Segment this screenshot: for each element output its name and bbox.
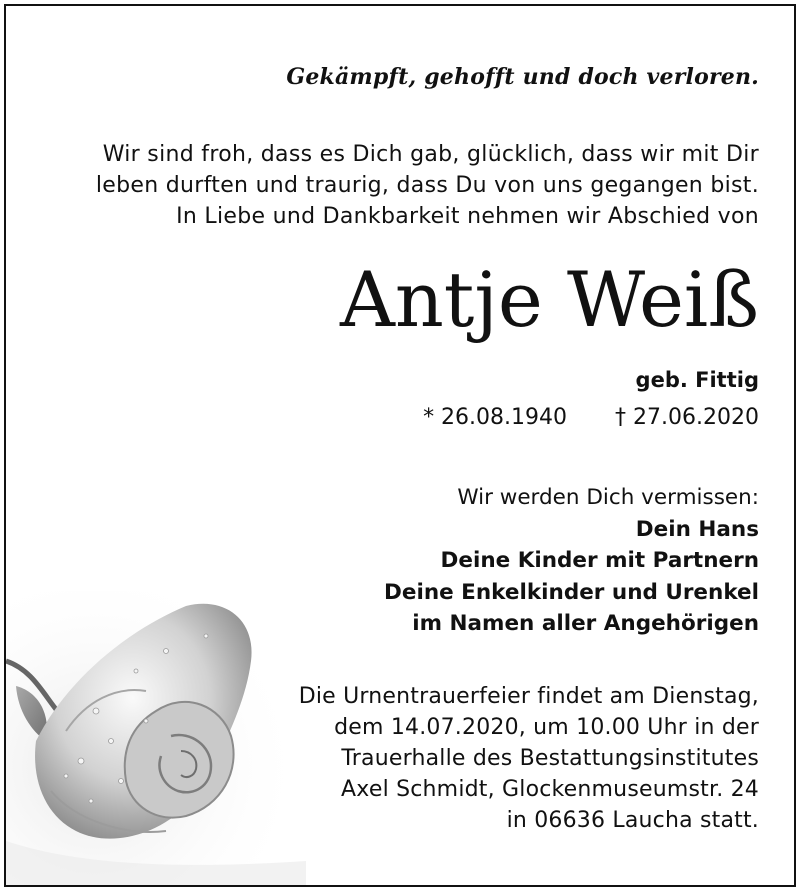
birth-date: * 26.08.1940 (423, 405, 568, 430)
mourners (384, 482, 759, 640)
service-line: Trauerhalle des Bestattungsinstitutes (341, 746, 759, 771)
maiden-name: geb. Fittig (635, 368, 759, 392)
mourner-line: Deine Kinder mit Partnern (440, 548, 759, 573)
service-info (299, 681, 759, 836)
death-date: † 27.06.2020 (615, 405, 759, 430)
obituary-notice (4, 4, 796, 887)
mourner-line: Dein Hans (635, 516, 759, 542)
intro-line: leben durften und traurig, dass Du von uns gegangen bist. (95, 173, 759, 198)
service-line: Die Urnentrauerfeier findet am Dienstag, (298, 684, 759, 709)
life-dates (423, 405, 759, 430)
service-line: in 06636 Laucha statt. (506, 808, 759, 833)
service-line: dem 14.07.2020, um 10.00 Uhr in der (334, 715, 759, 740)
intro-line: Wir sind froh, dass es Dich gab, glücklich, dass wir mit Dir (102, 142, 759, 167)
motto: Gekämpft, gehofft und doch verloren. (286, 64, 759, 90)
intro-text (96, 139, 759, 232)
mourner-line: Deine Enkelkinder und Urenkel (384, 579, 759, 605)
deceased-name: Antje Weiß (339, 255, 759, 344)
intro-line: In Liebe und Dankbarkeit nehmen wir Abschied von (176, 204, 759, 229)
notice-text (6, 6, 759, 885)
mourner-line: im Namen aller Angehörigen (412, 611, 759, 636)
mourners-intro: Wir werden Dich vermissen: (457, 485, 759, 510)
service-line: Axel Schmidt, Glockenmuseumstr. 24 (341, 777, 759, 802)
